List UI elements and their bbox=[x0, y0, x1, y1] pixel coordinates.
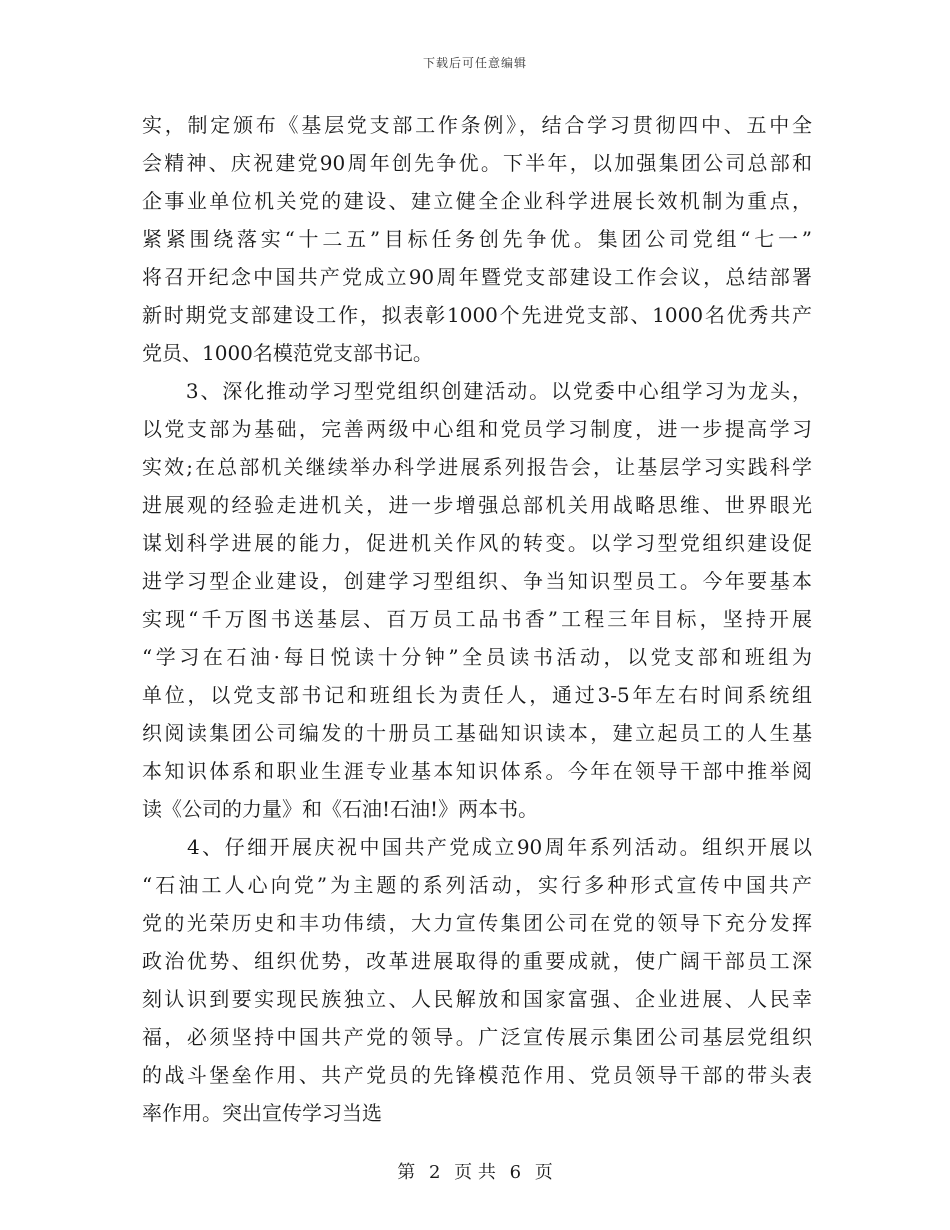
text-line: 单位，以党支部书记和班组长为责任人，通过3-5年左右时间系统组 bbox=[142, 683, 812, 707]
text-line: 的战斗堡垒作用、共产党员的先锋模范作用、党员领导干部的带头表 bbox=[142, 1063, 812, 1087]
text-line: 实现“千万图书送基层、百万员工品书香”工程三年目标，坚持开展 bbox=[142, 607, 812, 631]
text-line: 4、仔细开展庆祝中国共产党成立90周年系列活动。组织开展以 bbox=[142, 835, 812, 859]
text-line: 3、深化推动学习型党组织创建活动。以党委中心组学习为龙头， bbox=[142, 379, 812, 403]
body-text bbox=[142, 106, 812, 1132]
text-line: 以党支部为基础，完善两级中心组和党员学习制度，进一步提高学习 bbox=[142, 417, 812, 441]
text-line: 紧紧围绕落实“十二五”目标任务创先争优。集团公司党组“七一” bbox=[142, 227, 812, 251]
text-line: 企事业单位机关党的建设、建立健全企业科学进展长效机制为重点， bbox=[142, 189, 812, 213]
text-line: 本知识体系和职业生涯专业基本知识体系。今年在领导干部中推举阅 bbox=[142, 759, 812, 783]
current-page-number: 2 bbox=[428, 1162, 441, 1183]
text-line: 新时期党支部建设工作，拟表彰1000个先进党支部、1000名优秀共产 bbox=[142, 303, 812, 327]
text-line: 读《公司的力量》和《石油!石油!》两本书。 bbox=[142, 797, 539, 821]
text-line: “石油工人心向党”为主题的系列活动，实行多种形式宣传中国共产 bbox=[142, 873, 812, 897]
text-line: 会精神、庆祝建党90周年创先争优。下半年，以加强集团公司总部和 bbox=[142, 151, 812, 175]
text-line: “学习在石油·每日悦读十分钟”全员读书活动，以党支部和班组为 bbox=[142, 645, 812, 669]
text-line: 进展观的经验走进机关，进一步增强总部机关用战略思维、世界眼光 bbox=[142, 493, 812, 517]
text-line: 进学习型企业建设，创建学习型组织、争当知识型员工。今年要基本 bbox=[142, 569, 812, 593]
text-line: 实效;在总部机关继续举办科学进展系列报告会，让基层学习实践科学 bbox=[142, 455, 812, 479]
text-line: 党的光荣历史和丰功伟绩，大力宣传集团公司在党的领导下充分发挥 bbox=[142, 911, 812, 935]
text-line: 将召开纪念中国共产党成立90周年暨党支部建设工作会议，总结部署 bbox=[142, 265, 812, 289]
footer-suffix: 页 bbox=[534, 1162, 553, 1183]
total-page-count: 6 bbox=[509, 1162, 522, 1183]
text-line: 织阅读集团公司编发的十册员工基础知识读本，建立起员工的人生基 bbox=[142, 721, 812, 745]
footer-prefix: 第 bbox=[397, 1162, 416, 1183]
text-line: 刻认识到要实现民族独立、人民解放和国家富强、企业进展、人民幸 bbox=[142, 987, 812, 1011]
text-line: 福，必须坚持中国共产党的领导。广泛宣传展示集团公司基层党组织 bbox=[142, 1025, 812, 1049]
page-header: 下载后可任意编辑 bbox=[422, 56, 527, 70]
text-line: 实，制定颁布《基层党支部工作条例》，结合学习贯彻四中、五中全 bbox=[142, 113, 812, 137]
text-line: 谋划科学进展的能力，促进机关作风的转变。以学习型党组织建设促 bbox=[142, 531, 812, 555]
text-line: 政治优势、组织优势，改革进展取得的重要成就，使广阔干部员工深 bbox=[142, 949, 812, 973]
text-line: 率作用。突出宣传学习当选 bbox=[142, 1101, 382, 1125]
footer-middle: 页 共 bbox=[454, 1162, 496, 1183]
page-number-footer bbox=[0, 1158, 950, 1184]
text-line: 党员、1000名模范党支部书记。 bbox=[142, 341, 433, 365]
